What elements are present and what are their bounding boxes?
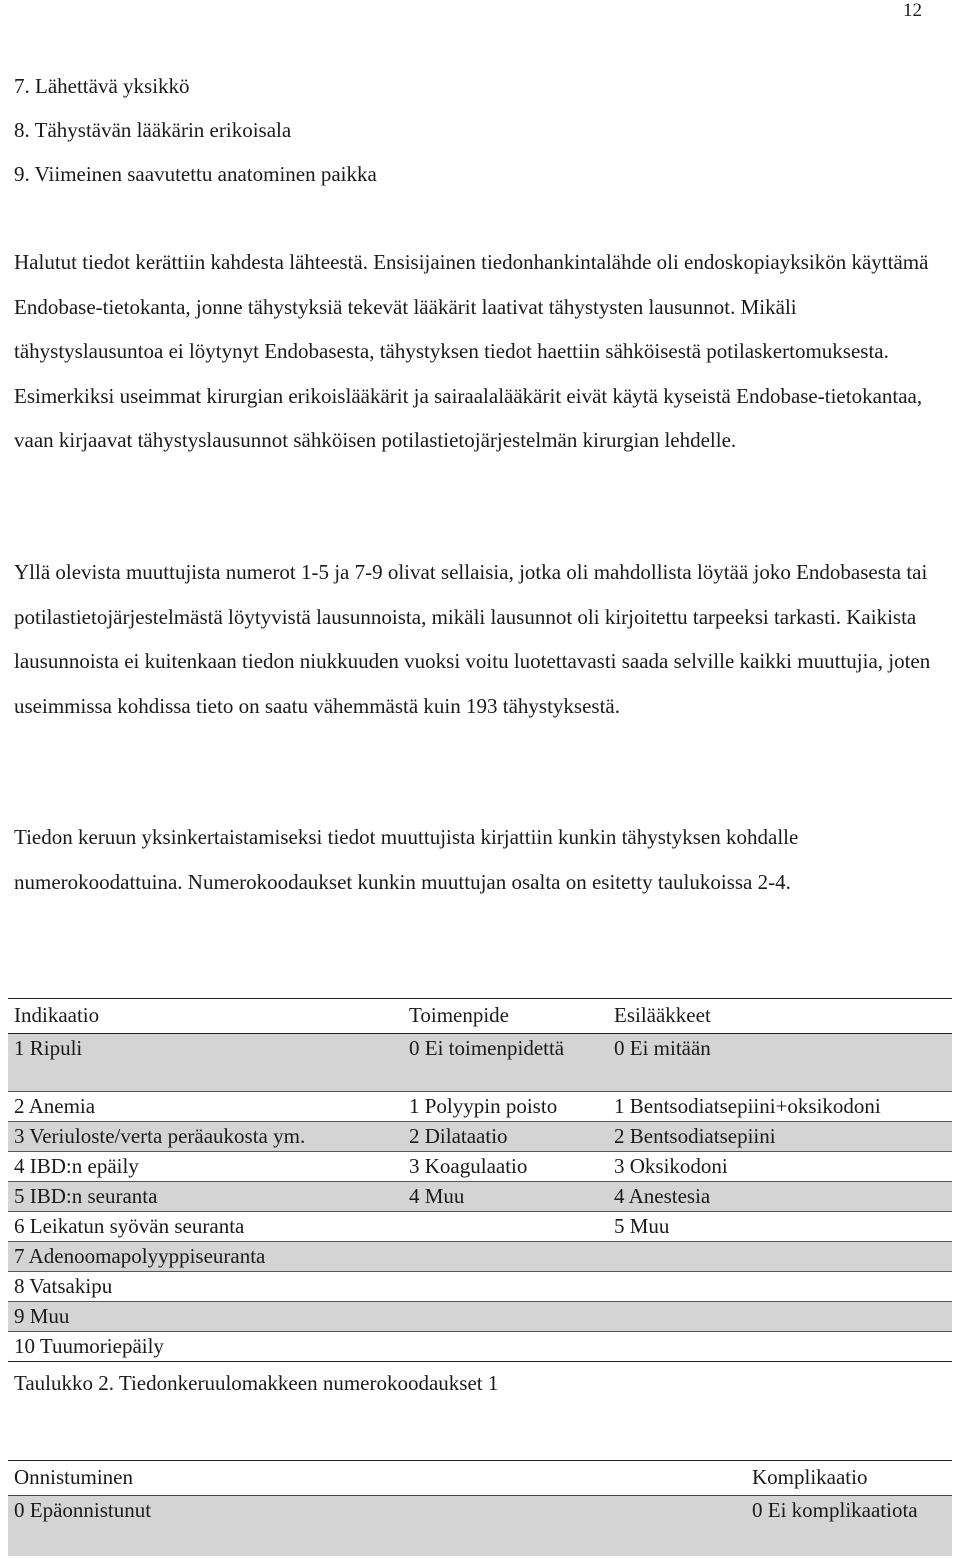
list-item: 7. Lähettävä yksikkö bbox=[14, 74, 190, 98]
table-row bbox=[8, 1212, 952, 1242]
table-cell: 8 Vatsakipu bbox=[8, 1272, 403, 1302]
table-cell: 4 Anestesia bbox=[608, 1182, 952, 1212]
table-row bbox=[8, 1272, 952, 1302]
column-header: Komplikaatio bbox=[746, 1461, 952, 1496]
table-cell: 2 Anemia bbox=[8, 1092, 403, 1122]
table-caption: Taulukko 2. Tiedonkeruulomakkeen numerokoodaukset 1 bbox=[14, 1371, 499, 1395]
table-row bbox=[8, 1302, 952, 1332]
table-cell: 5 IBD:n seuranta bbox=[8, 1182, 403, 1212]
table-cell: 7 Adenoomapolyyppiseuranta bbox=[8, 1242, 403, 1272]
table-cell: 9 Muu bbox=[8, 1302, 403, 1332]
table-header-row bbox=[8, 999, 952, 1034]
table-cell: 0 Ei mitään bbox=[608, 1034, 952, 1092]
paragraph-variables: Yllä olevista muuttujista numerot 1-5 ja 7-9 olivat sellaisia, jotka oli mahdollista löytää joko Endobasesta tai potilastietojärjestelmästä löytyvistä lausunnoista, mikäli lausunnot oli kirjoitettu tarpeeksi tarkasti. Kaikista lausunnoista ei kuitenkaan tiedon niukkuuden vuoksi voitu luotettavasti saada selville kaikki muuttujia, joten useimmissa kohdissa tieto on saatu vähemmästä kuin 193 tähystyksestä. bbox=[14, 560, 931, 718]
table-cell bbox=[608, 1302, 952, 1332]
column-header: Esilääkkeet bbox=[608, 999, 952, 1034]
paragraph-coding: Tiedon keruun yksinkertaistamiseksi tiedot muuttujista kirjattiin kunkin tähystyksen kohdalle numerokoodattuina. Numerokoodaukset kunkin muuttujan osalta on esitetty taulukoissa 2-4. bbox=[14, 825, 799, 894]
table-row bbox=[8, 1092, 952, 1122]
table-cell: 0 Ei komplikaatiota bbox=[746, 1496, 952, 1557]
table-cell: 3 Koagulaatio bbox=[403, 1152, 608, 1182]
table-cell bbox=[403, 1302, 608, 1332]
page-number: 12 bbox=[903, 0, 922, 21]
table-cell: 0 Ei toimenpidettä bbox=[403, 1034, 608, 1092]
table-cell: 0 Epäonnistunut bbox=[8, 1496, 746, 1557]
column-header: Onnistuminen bbox=[8, 1461, 746, 1496]
table-cell: 4 IBD:n epäily bbox=[8, 1152, 403, 1182]
table-cell bbox=[403, 1212, 608, 1242]
table-cell bbox=[608, 1242, 952, 1272]
table-cell bbox=[608, 1332, 952, 1362]
table-cell bbox=[403, 1332, 608, 1362]
column-header: Toimenpide bbox=[403, 999, 608, 1034]
table-cell: 3 Oksikodoni bbox=[608, 1152, 952, 1182]
table-cell: 5 Muu bbox=[608, 1212, 952, 1242]
table-cell bbox=[403, 1242, 608, 1272]
table-cell: 4 Muu bbox=[403, 1182, 608, 1212]
table-header-row bbox=[8, 1461, 952, 1496]
table-row bbox=[8, 1122, 952, 1152]
table-cell: 2 Dilataatio bbox=[403, 1122, 608, 1152]
paragraph-data-sources: Halutut tiedot kerättiin kahdesta lähteestä. Ensisijainen tiedonhankintalähde oli endoskopiayksikön käyttämä Endobase-tietokanta, jonne tähystyksiä tekevät lääkärit laativat tähystysten lausunnot. Mikäli tähystyslausuntoa ei löytynyt Endobasesta, tähystyksen tiedot haettiin sähköisestä potilaskertomuksesta. Esimerkiksi useimmat kirurgian erikoislääkärit ja sairaalalääkärit eivät käytä kyseistä Endobase-tietokantaa, vaan kirjaavat tähystyslausunnot sähköisen potilastietojärjestelmän kirurgian lehdelle. bbox=[14, 250, 929, 452]
column-header: Indikaatio bbox=[8, 999, 403, 1034]
table-cell: 1 Ripuli bbox=[8, 1034, 403, 1092]
table-cell: 2 Bentsodiatsepiini bbox=[608, 1122, 952, 1152]
variable-list bbox=[14, 64, 377, 196]
table-cell: 6 Leikatun syövän seuranta bbox=[8, 1212, 403, 1242]
list-item: 9. Viimeinen saavutettu anatominen paikka bbox=[14, 162, 377, 186]
list-item: 8. Tähystävän lääkärin erikoisala bbox=[14, 118, 292, 142]
table-row bbox=[8, 1182, 952, 1212]
table-cell: 10 Tuumoriepäily bbox=[8, 1332, 403, 1362]
table-cell: 3 Veriuloste/verta peräaukosta ym. bbox=[8, 1122, 403, 1152]
table-cell: 1 Polyypin poisto bbox=[403, 1092, 608, 1122]
table-row bbox=[8, 1332, 952, 1362]
coding-table-1 bbox=[8, 998, 952, 1362]
table-cell bbox=[403, 1272, 608, 1302]
table-cell: 1 Bentsodiatsepiini+oksikodoni bbox=[608, 1092, 952, 1122]
table-row bbox=[8, 1242, 952, 1272]
table-row bbox=[8, 1152, 952, 1182]
coding-table-2 bbox=[8, 1460, 952, 1556]
table-row bbox=[8, 1034, 952, 1092]
table-row bbox=[8, 1496, 952, 1557]
table-cell bbox=[608, 1272, 952, 1302]
